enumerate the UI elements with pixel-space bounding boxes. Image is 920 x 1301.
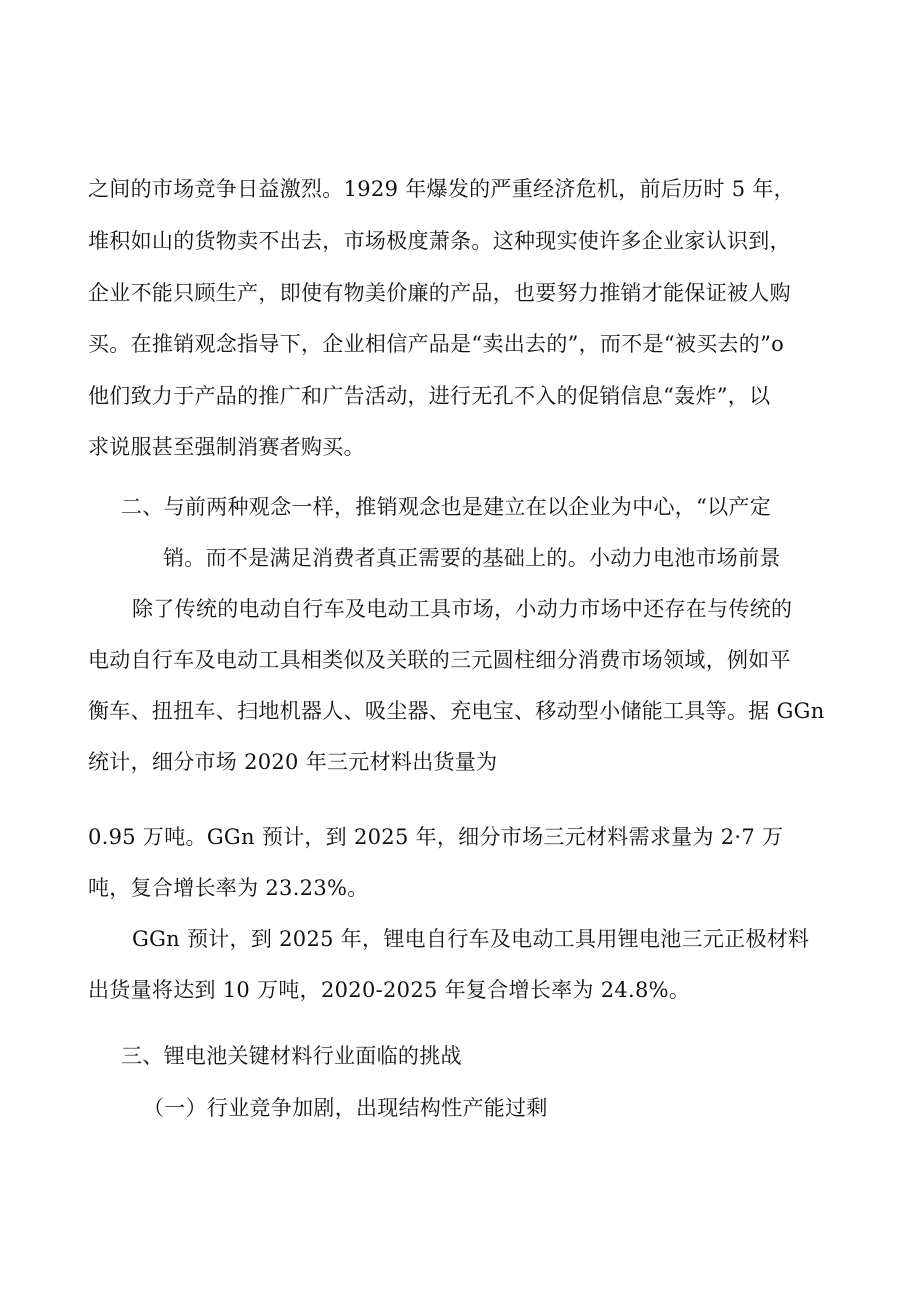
text-line: 吨，复合增长率为 23.23%。 [88, 876, 369, 900]
text-line: 他们致力于产品的推广和广告活动，进行无孔不入的促销信息“轰炸”，以 [88, 384, 771, 408]
text-line: 出货量将达到 10 万吨，2020-2025 年复合增长率为 24.8%。 [88, 978, 691, 1002]
text-line: 买。在推销观念指导下，企业相信产品是“卖出去的”，而不是“被买去的”o [88, 332, 785, 356]
subheading-line: （一）行业竞争加剧，出现结构性产能过剩 [143, 1096, 548, 1120]
heading-line: 三、锂电池关键材料行业面临的挑战 [121, 1044, 462, 1068]
text-line: 企业不能只顾生产，即使有物美价廉的产品，也要努力推销才能保证被人购 [88, 281, 791, 305]
text-line: 统计，细分市场 2020 年三元材料出货量为 [88, 750, 498, 774]
text-line: 电动自行车及电动工具相类似及关联的三元圆柱细分消费市场领域，例如平 [88, 648, 791, 672]
text-line: 除了传统的电动自行车及电动工具市场，小动力市场中还存在与传统的 [132, 597, 793, 621]
text-line: 之间的市场竞争日益激烈。1929 年爆发的严重经济危机，前后历时 5 年， [88, 177, 795, 201]
heading-line: 销。而不是满足消费者真正需要的基础上的。小动力电池市场前景 [163, 546, 781, 570]
text-line: GGn 预计，到 2025 年，锂电自行车及电动工具用锂电池三元正极材料 [132, 927, 810, 951]
heading-line: 二、与前两种观念一样，推销观念也是建立在以企业为中心，“以产定 [121, 495, 772, 519]
text-line: 衡车、扭扭车、扫地机器人、吸尘器、充电宝、移动型小储能工具等。据 GGn [88, 699, 825, 723]
text-line: 堆积如山的货物卖不出去，市场极度萧条。这种现实使许多企业家认识到， [88, 229, 791, 253]
text-line: 求说服甚至强制消赛者购买。 [88, 435, 365, 459]
text-line: 0.95 万吨。GGn 预计，到 2025 年，细分市场三元材料需求量为 2·7 万 [88, 825, 784, 849]
